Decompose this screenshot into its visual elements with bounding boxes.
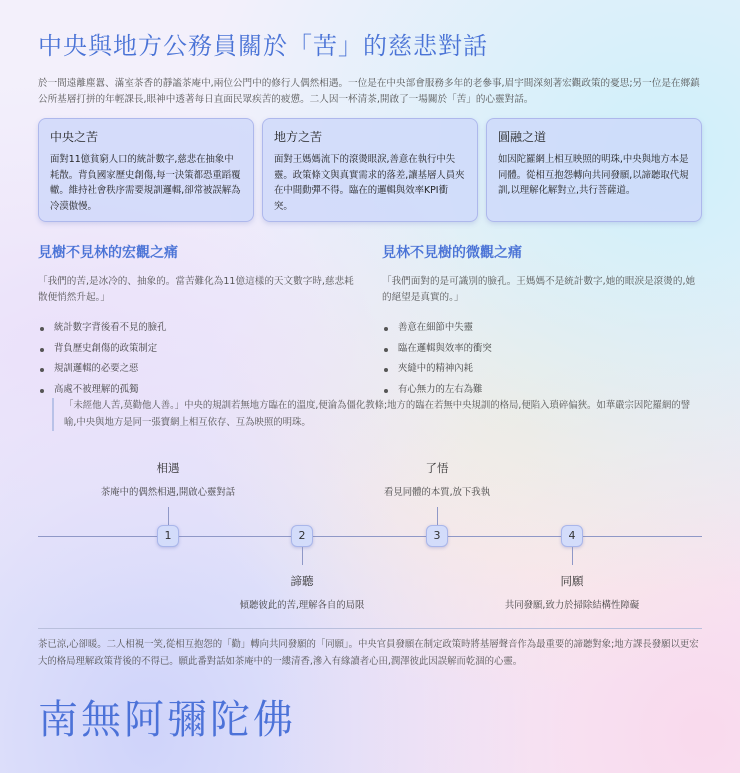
- list-item: 背負歷史創傷的政策制定: [38, 339, 358, 360]
- timeline-axis: [38, 536, 702, 537]
- timeline-event-title: 相遇: [156, 461, 180, 475]
- timeline-event-title: 了悟: [425, 461, 449, 475]
- timeline-stem: [168, 507, 169, 526]
- section-title: 見林不見樹的微觀之痛: [382, 245, 522, 261]
- card-central: [38, 118, 254, 222]
- list-item: 夾縫中的精神內耗: [382, 359, 702, 380]
- bullet-list: [382, 318, 702, 400]
- card-harmony: [486, 118, 702, 222]
- timeline-event-desc: 茶庵中的偶然相遇,開啟心靈對話: [100, 487, 236, 498]
- intro-paragraph: 於一間遠離塵囂、滿室茶香的靜謐茶庵中,兩位公門中的修行人偶然相遇。一位是在中央部會服務多年的老參事,眉宇間深刻著宏觀政策的憂思;另一位是在鄉鎮公所基層打拼的年輕課長,眼神中透著每日直面民眾疾苦的疲憊。二人因一杯清茶,開啟了一場關於「苦」的心靈對話。: [38, 78, 700, 105]
- timeline-event-title: 諦聽: [290, 574, 314, 588]
- timeline-event-title: 同願: [560, 574, 584, 588]
- list-item: 善意在細節中失靈: [382, 318, 702, 339]
- list-item: 統計數字背後看不見的臉孔: [38, 318, 358, 339]
- timeline-stem: [302, 547, 303, 565]
- list-item: 有心無力的左右為難: [382, 380, 702, 401]
- mantra-text: 南無阿彌陀佛: [38, 697, 296, 743]
- section-micro-pain: [382, 242, 702, 400]
- section-macro-pain: [38, 242, 358, 400]
- list-item: 規訓邏輯的必要之惡: [38, 359, 358, 380]
- list-item: 臨在邏輯與效率的衝突: [382, 339, 702, 360]
- bullet-list: [38, 318, 358, 400]
- timeline-node-2: 2: [291, 525, 313, 547]
- card-body: 如因陀羅網上相互映照的明珠,中央與地方本是同體。從相互抱怨轉向共同發願,以諦聽取代規訓,以理解化解對立,共行菩薩道。: [498, 154, 689, 196]
- section-quote: 「我們的苦,是冰冷的、抽象的。當苦難化為11億這樣的天文數字時,慈悲耗散便悄然升起。」: [38, 276, 354, 303]
- highlight-quote: 「未經他人苦,莫勸他人善。」中央的規訓若無地方臨在的溫度,便淪為僵化教條;地方的臨在若無中央規訓的格局,便陷入瑣碎偏狹。如華嚴宗因陀羅網的譬喻,中央與地方是同一張寶網上相互依存、互為映照的明珠。: [52, 398, 702, 431]
- timeline-event-desc: 看見同體的本質,放下我執: [383, 487, 491, 498]
- summary-cards: [38, 118, 702, 222]
- closing-paragraph: 茶已涼,心卻暖。二人相視一笑,從相互抱怨的「勸」轉向共同發願的「同願」。中央官員發願在制定政策時將基層聲音作為最重要的諦聽對象;地方課長發願以更宏大的格局理解政策背後的不得已。願此番對話如茶庵中的一縷清香,滲入有緣讀者心田,潤澤彼此因誤解而乾涸的心靈。: [38, 639, 699, 667]
- timeline-event-desc: 傾聽彼此的苦,理解各自的局限: [239, 600, 365, 611]
- timeline-node-1: 1: [157, 525, 179, 547]
- timeline-stem: [437, 507, 438, 526]
- timeline-event-desc: 共同發願,致力於掃除結構性障礙: [504, 600, 640, 611]
- timeline-node-3: 3: [426, 525, 448, 547]
- section-quote: 「我們面對的是可識別的臉孔。王媽媽不是統計數字,她的眼淚是滾燙的,她的絕望是真實的。」: [382, 276, 696, 303]
- timeline-stem: [572, 547, 573, 565]
- timeline-node-4: 4: [561, 525, 583, 547]
- section-title: 見樹不見林的宏觀之痛: [38, 245, 178, 261]
- card-title: 地方之苦: [274, 130, 323, 144]
- divider: [38, 628, 702, 629]
- list-item: 高處不被理解的孤獨: [38, 380, 358, 401]
- timeline: [0, 455, 740, 620]
- page-title: 中央與地方公務員關於「苦」的慈悲對話: [38, 32, 488, 60]
- card-title: 中央之苦: [50, 130, 99, 144]
- card-local: [262, 118, 478, 222]
- card-body: 面對11億貧窮人口的統計數字,慈悲在抽象中耗散。背負國家歷史創傷,每一決策都恐重蹈覆轍。維持社會秩序需要規訓邏輯,卻常被誤解為冷漠傲慢。: [50, 154, 241, 212]
- card-body: 面對王媽媽流下的滾燙眼淚,善意在執行中失靈。政策條文與真實需求的落差,讓基層人員夾在中間動彈不得。臨在的邏輯與效率KPI衝突。: [274, 154, 465, 212]
- card-title: 圓融之道: [498, 130, 547, 144]
